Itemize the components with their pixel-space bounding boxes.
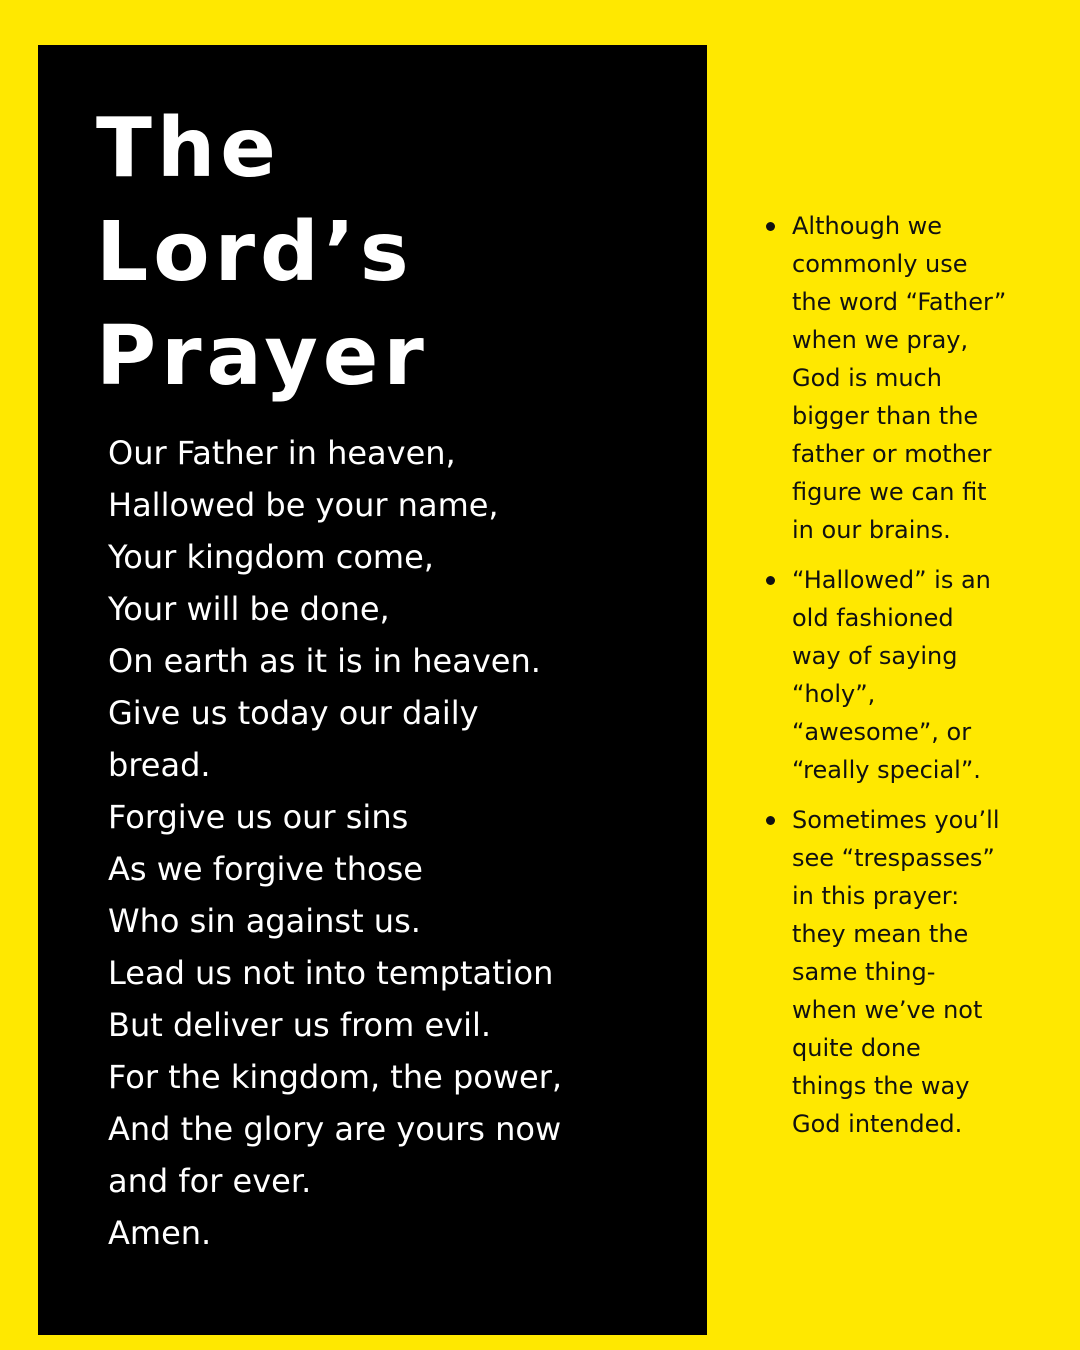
bullet-icon	[766, 222, 775, 231]
title-line: Prayer	[96, 309, 429, 404]
note-line: “holy”,	[792, 680, 876, 708]
note-line: in this prayer:	[792, 882, 960, 910]
prayer-line: But deliver us from evil.	[108, 1006, 492, 1044]
note-line: father or mother	[792, 440, 992, 468]
bullet-icon	[766, 576, 775, 585]
note-line: old fashioned	[792, 604, 954, 632]
note-line: the word “Father”	[792, 288, 1007, 316]
prayer-line: For the kingdom, the power,	[108, 1058, 563, 1096]
prayer-text	[108, 427, 688, 1259]
title-line: Lord’s	[96, 205, 414, 300]
prayer-line: Who sin against us.	[108, 902, 421, 940]
prayer-line: Your will be done,	[108, 590, 390, 628]
note-item	[762, 207, 1062, 549]
note-line: “really special”.	[792, 756, 981, 784]
note-line: figure we can fit	[792, 478, 987, 506]
title-line: The	[96, 101, 281, 196]
prayer-line: Lead us not into temptation	[108, 954, 554, 992]
prayer-panel	[38, 45, 707, 1335]
notes-list	[762, 207, 1062, 1155]
prayer-line: Give us today our daily	[108, 694, 479, 732]
note-item	[762, 801, 1062, 1143]
bullet-icon	[766, 816, 775, 825]
note-text	[792, 561, 1062, 789]
note-line: they mean the	[792, 920, 969, 948]
note-line: things the way	[792, 1072, 970, 1100]
prayer-line: Hallowed be your name,	[108, 486, 499, 524]
note-text	[792, 207, 1062, 549]
note-line: when we pray,	[792, 326, 969, 354]
note-line: way of saying	[792, 642, 958, 670]
prayer-line: and for ever.	[108, 1162, 312, 1200]
note-line: commonly use	[792, 250, 968, 278]
prayer-line: On earth as it is in heaven.	[108, 642, 541, 680]
page-title	[96, 97, 429, 409]
note-line: in our brains.	[792, 516, 951, 544]
note-line: when we’ve not	[792, 996, 983, 1024]
prayer-line: And the glory are yours now	[108, 1110, 562, 1148]
note-line: Sometimes you’ll	[792, 806, 1000, 834]
prayer-line: Your kingdom come,	[108, 538, 434, 576]
note-line: see “trespasses”	[792, 844, 995, 872]
prayer-line: bread.	[108, 746, 211, 784]
note-line: “Hallowed” is an	[792, 566, 991, 594]
note-line: bigger than the	[792, 402, 979, 430]
note-line: same thing-	[792, 958, 936, 986]
prayer-line: Amen.	[108, 1214, 212, 1252]
note-line: Although we	[792, 212, 943, 240]
note-text	[792, 801, 1062, 1143]
prayer-line: As we forgive those	[108, 850, 423, 888]
prayer-line: Our Father in heaven,	[108, 434, 456, 472]
note-line: “awesome”, or	[792, 718, 972, 746]
note-item	[762, 561, 1062, 789]
note-line: quite done	[792, 1034, 921, 1062]
prayer-line: Forgive us our sins	[108, 798, 409, 836]
note-line: God intended.	[792, 1110, 963, 1138]
note-line: God is much	[792, 364, 942, 392]
